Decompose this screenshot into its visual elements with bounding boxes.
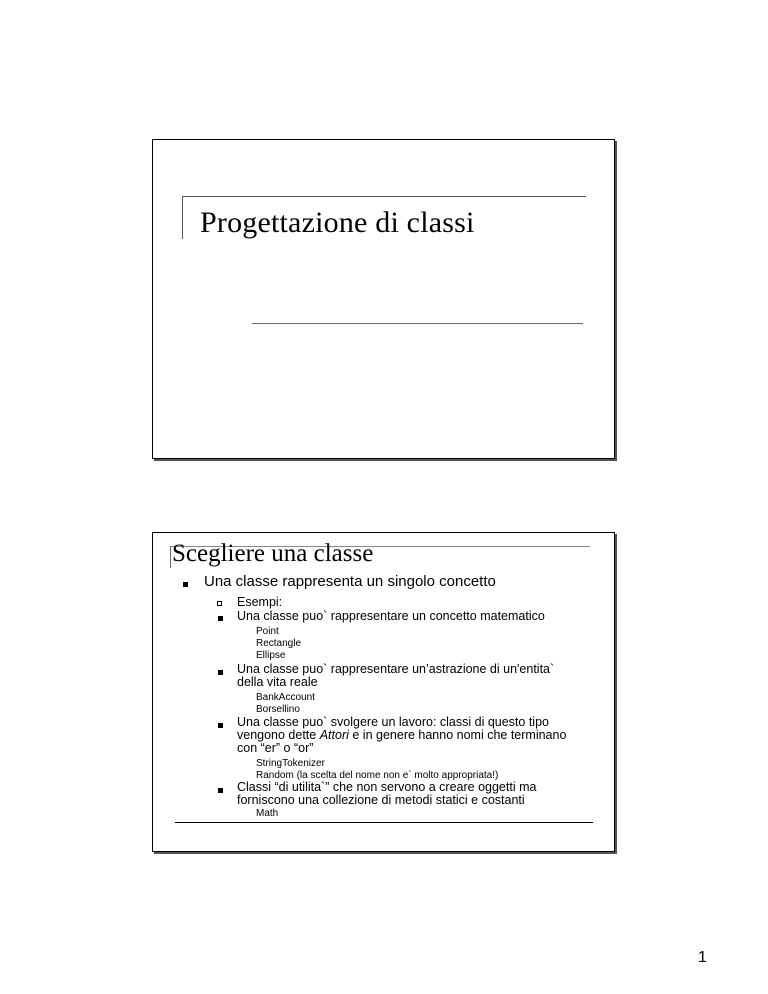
slide-1-title: Progettazione di classi <box>200 206 475 239</box>
example: BankAccount <box>256 692 315 703</box>
item-1-examples <box>256 626 301 662</box>
square-bullet-icon <box>218 670 223 675</box>
square-bullet-icon <box>218 616 223 621</box>
item-4-examples <box>256 808 278 820</box>
example: Random (la scelta del nome non e` molto appropriata!) <box>256 770 499 781</box>
square-bullet-icon <box>183 582 188 587</box>
item-3-examples <box>256 758 498 782</box>
square-bullet-icon <box>218 723 223 728</box>
subtitle-rule <box>252 323 583 324</box>
example: StringTokenizer <box>256 758 325 769</box>
slide-1 <box>152 139 615 459</box>
example: Borsellino <box>256 704 300 715</box>
slide-2 <box>152 532 615 852</box>
item-1-text: Una classe puo` rappresentare un concetto matematico <box>237 609 545 623</box>
slide-2-title: Scegliere una classe <box>172 540 374 567</box>
square-bullet-icon <box>218 788 223 793</box>
example: Point <box>256 626 279 637</box>
title-left-rule <box>182 196 183 239</box>
item-2-examples <box>256 692 315 716</box>
example: Rectangle <box>256 638 302 649</box>
page-number: 1 <box>698 949 707 966</box>
example: Ellipse <box>256 650 286 661</box>
title-top-rule <box>182 196 586 197</box>
sub-bullet-text: Esempi: <box>237 595 283 609</box>
item-2-text: Una classe puo` rappresentare un’astrazione di un'entita` della vita reale <box>237 662 555 689</box>
hollow-square-bullet-icon <box>217 601 222 606</box>
title-left-rule <box>170 546 171 568</box>
example: Math <box>256 808 279 819</box>
footer-rule <box>175 822 593 823</box>
emphasis-text: Attori <box>319 728 349 742</box>
item-4-text: Classi “di utilita`” che non servono a creare oggetti ma forniscono una collezione di metodi statici e costanti <box>237 780 537 807</box>
item-3-text: Una classe puo` svolgere un lavoro: classi di questo tipo vengono dette Attori e in genere hanno nomi che terminano con “er” o “or” <box>237 715 567 755</box>
main-bullet-text: Una classe rappresenta un singolo concetto <box>204 573 496 590</box>
